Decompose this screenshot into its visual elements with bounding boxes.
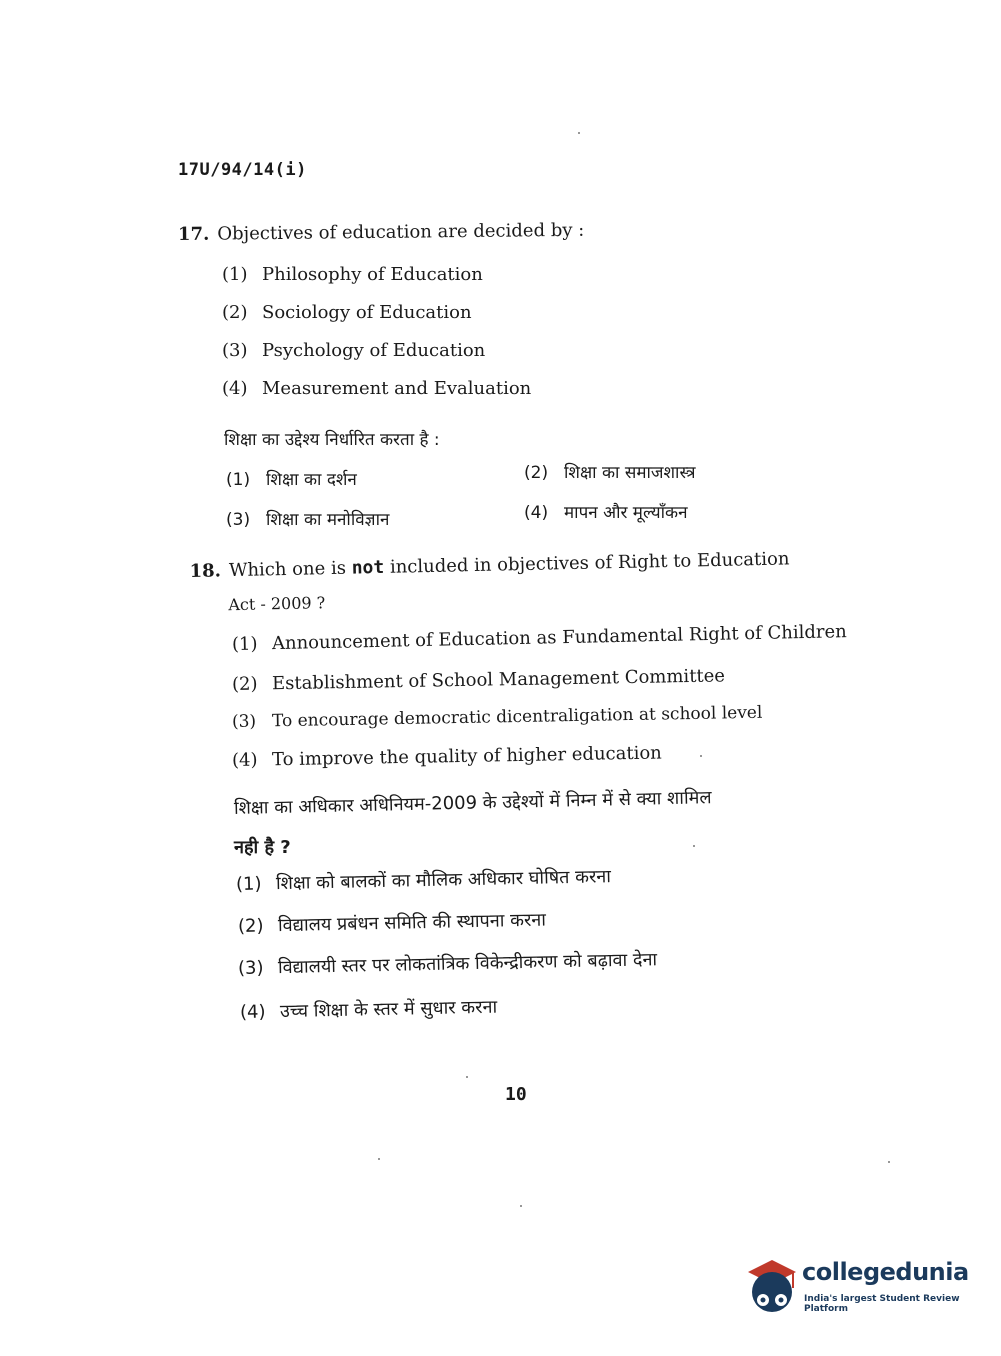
q18-hindi-option-3: (3) विद्यालयी स्तर पर लोकतांत्रिक विकेन्द्रीकरण को बढ़ावा देना	[237, 949, 658, 979]
q17-hindi-option-3: (3) शिक्षा का मनोविज्ञान	[226, 510, 390, 530]
scan-speck	[693, 845, 695, 847]
emphasis-not: not	[351, 556, 385, 579]
paper-code: 17U/94/14(i)	[178, 160, 307, 180]
question-18: 18. Which one is not included in objectives of Right to Education Act - 2009 ?	[189, 548, 790, 615]
scan-speck	[466, 1076, 468, 1078]
scan-speck	[378, 1158, 380, 1160]
scan-speck	[888, 1161, 890, 1163]
q18-option-3: (3) To encourage democratic dicentraligation at school level	[231, 702, 763, 732]
page-number: 10	[505, 1084, 527, 1105]
q17-hindi-option-1: (1) शिक्षा का दर्शन	[226, 470, 357, 490]
question-number: 18.	[189, 560, 222, 583]
q17-option-2: (2) Sociology of Education	[222, 302, 472, 323]
q17-hindi-option-2: (2) शिक्षा का समाजशास्त्र	[524, 463, 696, 483]
q18-option-1: (1) Announcement of Education as Fundamental Right of Children	[231, 621, 847, 655]
q17-option-3: (3) Psychology of Education	[222, 340, 486, 361]
brand-tagline: India's largest Student Review Platform	[804, 1294, 960, 1314]
question-number: 17.	[177, 223, 210, 245]
mascot-icon	[742, 1254, 798, 1316]
brand-name: collegedunia	[802, 1258, 969, 1286]
q18-option-2: (2) Establishment of School Management Committee	[231, 665, 726, 695]
q17-option-4: (4) Measurement and Evaluation	[222, 378, 532, 399]
scan-speck	[700, 755, 702, 757]
scan-speck	[520, 1205, 522, 1207]
scan-speck	[578, 132, 580, 134]
question-text: Objectives of education are decided by :	[217, 219, 585, 245]
collegedunia-logo	[742, 1254, 972, 1316]
q18-hindi-option-2: (2) विद्यालय प्रबंधन समिति की स्थापना करना	[237, 909, 547, 937]
q17-option-1: (1) Philosophy of Education	[222, 264, 483, 285]
q18-hindi-text: शिक्षा का अधिकार अधिनियम-2009 के उद्देश्यों में निम्न में से क्या शामिल	[233, 787, 712, 819]
q18-option-4: (4) To improve the quality of higher education	[231, 742, 662, 771]
q18-hindi-option-1: (1) शिक्षा को बालकों का मौलिक अधिकार घोषित करना	[235, 866, 612, 895]
q17-hindi-option-4: (4) मापन और मूल्याँकन	[524, 503, 688, 523]
q18-hindi-text-line2: नही है ?	[234, 837, 291, 858]
q17-hindi-text: शिक्षा का उद्देश्य निर्धारित करता है :	[224, 430, 440, 450]
q18-hindi-option-4: (4) उच्च शिक्षा के स्तर में सुधार करना	[239, 996, 498, 1023]
question-17	[178, 220, 584, 245]
